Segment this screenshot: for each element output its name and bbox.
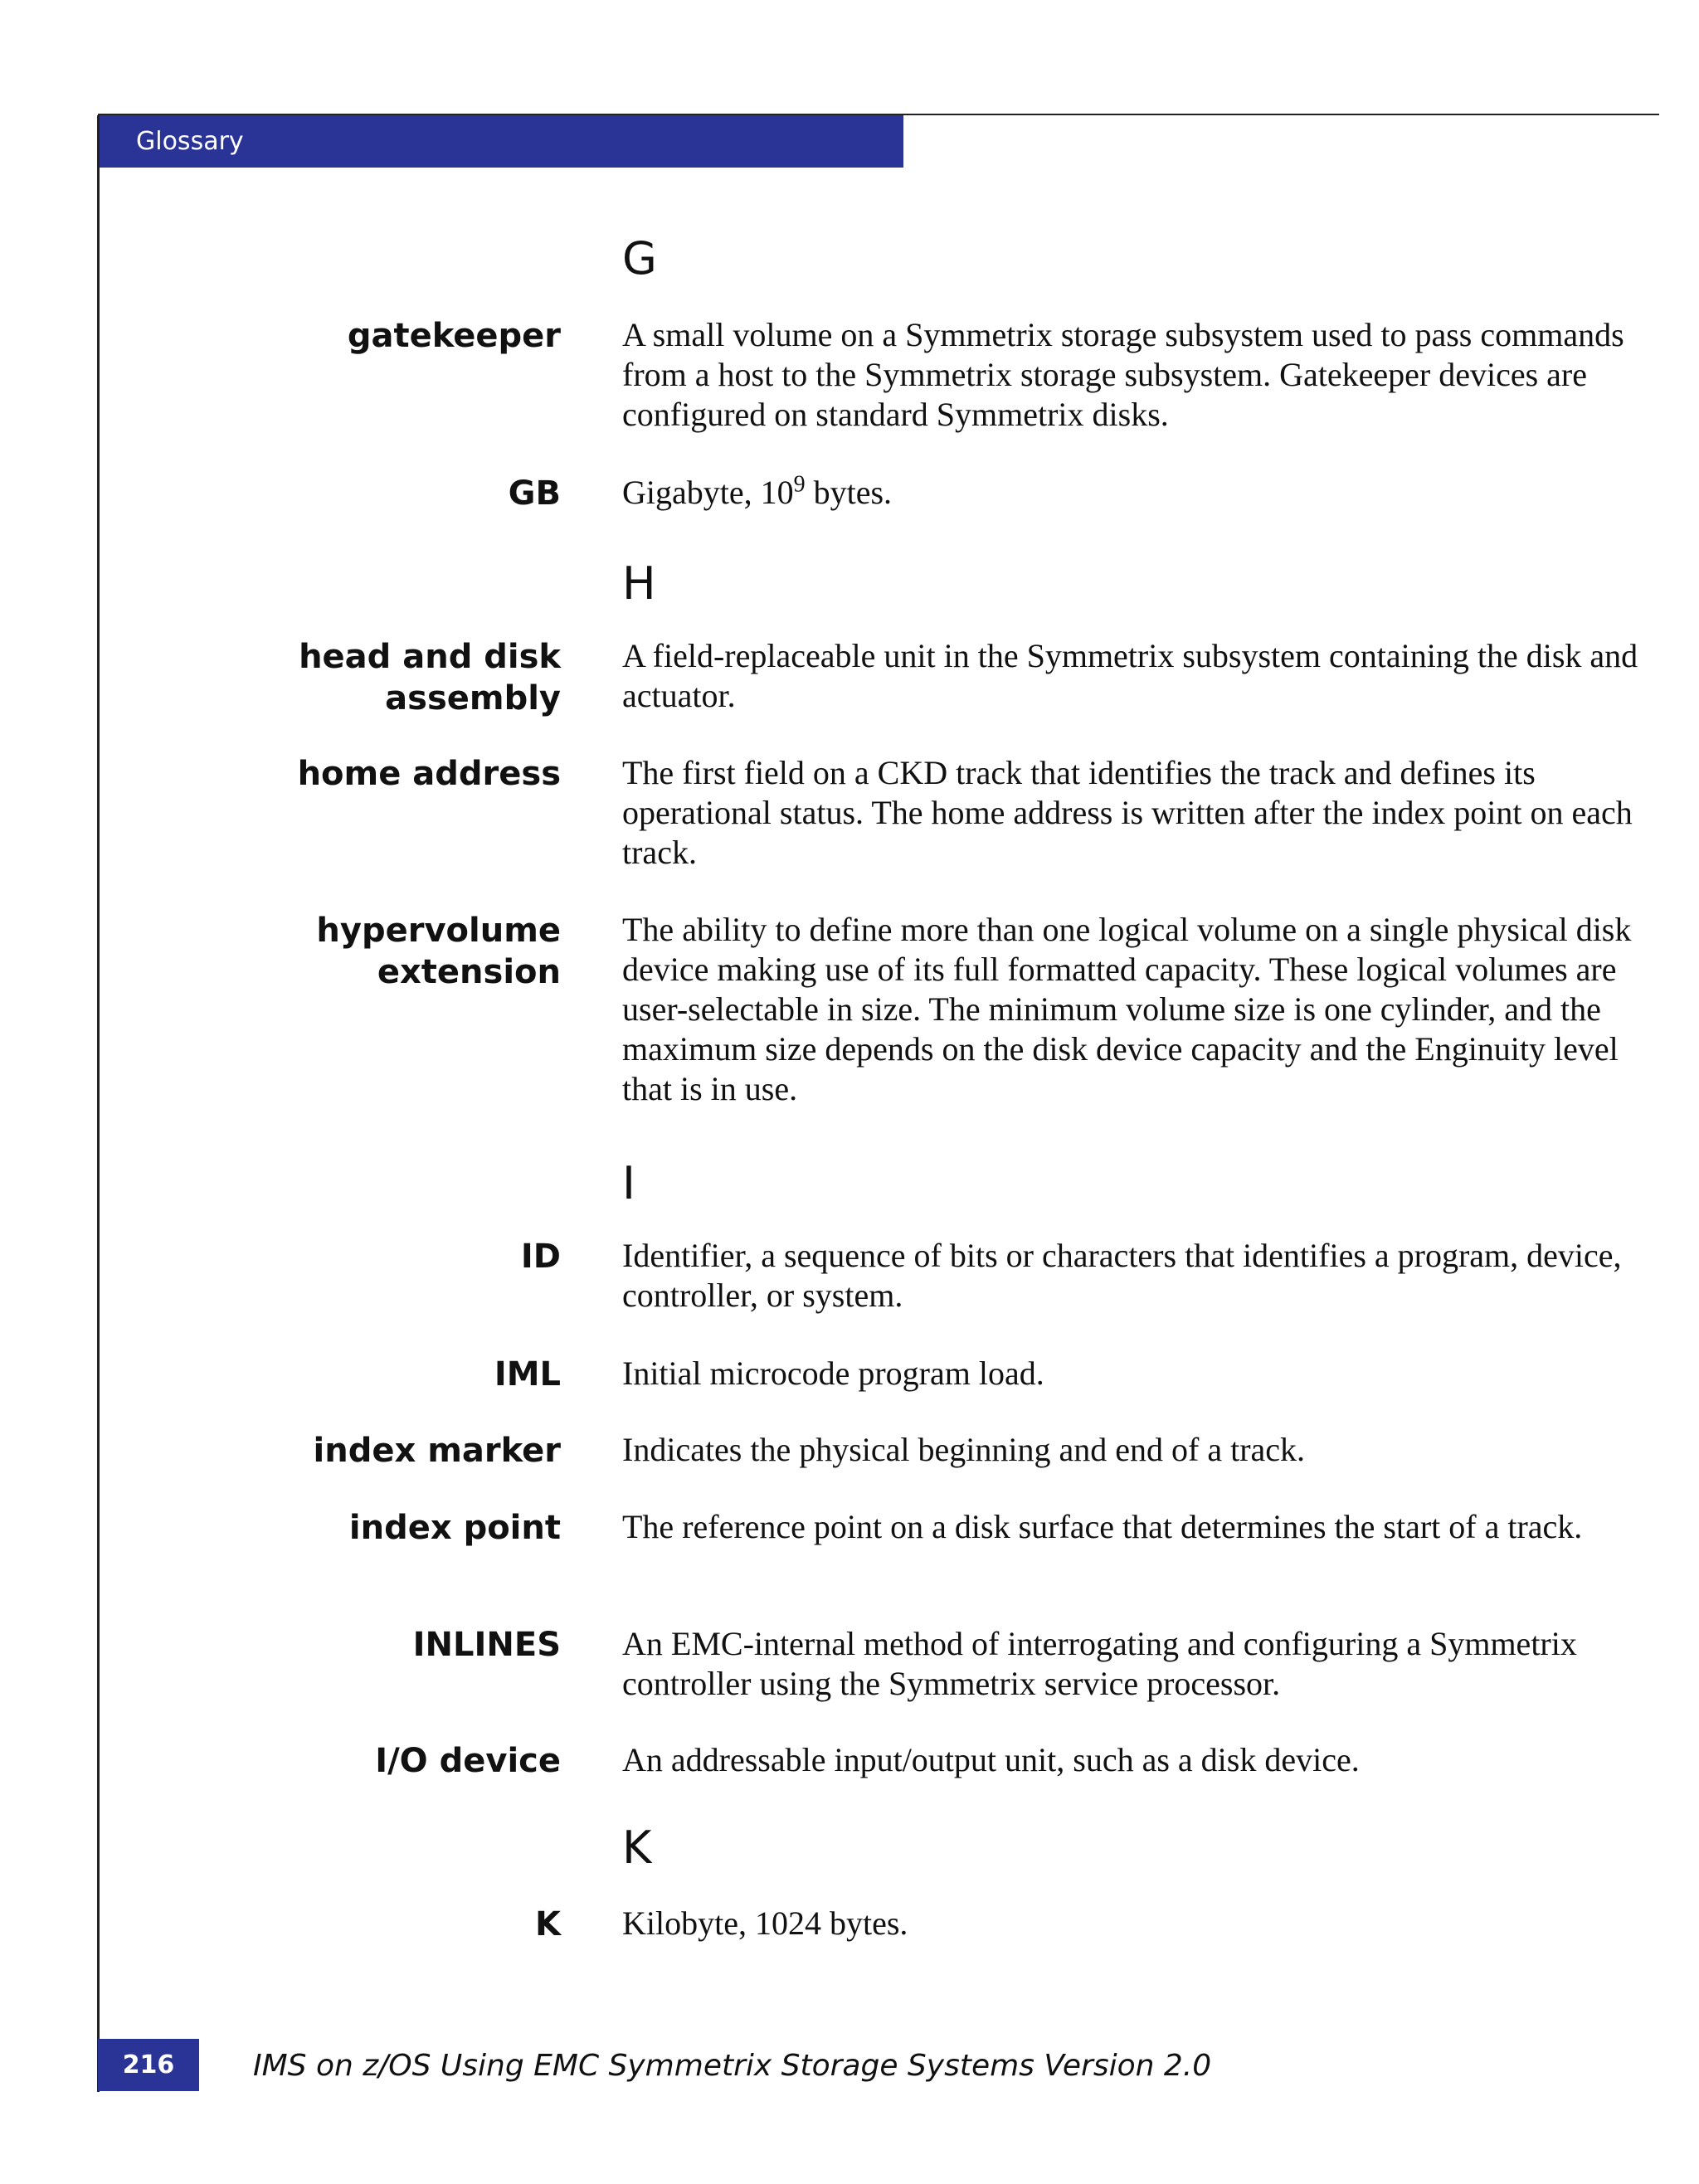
glossary-term: ID bbox=[520, 1238, 561, 1276]
glossary-definition: A field-replaceable unit in the Symmetrix subsystem containing the disk and actuator. bbox=[622, 637, 1638, 714]
glossary-term: home address bbox=[297, 755, 561, 793]
section-label: Glossary bbox=[136, 127, 244, 156]
letter-heading-g: G bbox=[622, 232, 657, 285]
glossary-term: hypervolume extension bbox=[316, 912, 561, 991]
glossary-definition: Indicates the physical beginning and end of a track. bbox=[622, 1431, 1306, 1468]
glossary-definition: Gigabyte, $10^9$ bytes. bbox=[622, 471, 893, 511]
glossary-term: K bbox=[535, 1905, 561, 1943]
glossary-term: gatekeeper bbox=[347, 317, 561, 355]
letter-heading-k: K bbox=[622, 1822, 652, 1874]
glossary-term: index marker bbox=[313, 1432, 561, 1470]
glossary-definition: Identifier, a sequence of bits or characters that identifies a program, device, controller, or system. bbox=[622, 1237, 1622, 1314]
glossary-term: GB bbox=[508, 474, 561, 513]
letter-heading-i: I bbox=[622, 1157, 635, 1209]
glossary-definition: An addressable input/output unit, such as a disk device. bbox=[622, 1741, 1360, 1778]
page-number: 216 bbox=[98, 2039, 199, 2091]
glossary-definition: A small volume on a Symmetrix storage subsystem used to pass commands from a host to the Symmetrix storage subsystem. Gatekeeper devices are configured on standard Symmetrix disks. bbox=[622, 316, 1624, 433]
glossary-term: I/O device bbox=[375, 1742, 561, 1780]
glossary-definition: The ability to define more than one logical volume on a single physical disk device making use of its full formatted capacity. These logical volumes are user-selectable in size. The minimum volume size is one cylinder, and the maximum size depends on the disk device capacity and the Enginuity level that is in use. bbox=[622, 911, 1632, 1107]
glossary-definition: Kilobyte, 1024 bytes. bbox=[622, 1904, 908, 1942]
section-header bbox=[98, 115, 903, 168]
glossary-term: index point bbox=[348, 1509, 561, 1547]
left-margin-rule bbox=[97, 115, 100, 2092]
glossary-term: IML bbox=[494, 1355, 561, 1394]
glossary-term: INLINES bbox=[412, 1626, 561, 1664]
glossary-definition: The reference point on a disk surface that determines the start of a track. bbox=[622, 1508, 1583, 1545]
glossary-term: head and disk assembly bbox=[299, 638, 561, 717]
glossary-definition: Initial microcode program load. bbox=[622, 1355, 1044, 1392]
document-title: IMS on z/OS Using EMC Symmetrix Storage Systems Version 2.0 bbox=[253, 2049, 1212, 2083]
letter-heading-h: H bbox=[622, 557, 656, 610]
glossary-definition: An EMC-internal method of interrogating and configuring a Symmetrix controller using the Symmetrix service processor. bbox=[622, 1625, 1577, 1702]
glossary-definition: The first field on a CKD track that identifies the track and defines its operational status. The home address is written after the index point on each track. bbox=[622, 754, 1633, 871]
